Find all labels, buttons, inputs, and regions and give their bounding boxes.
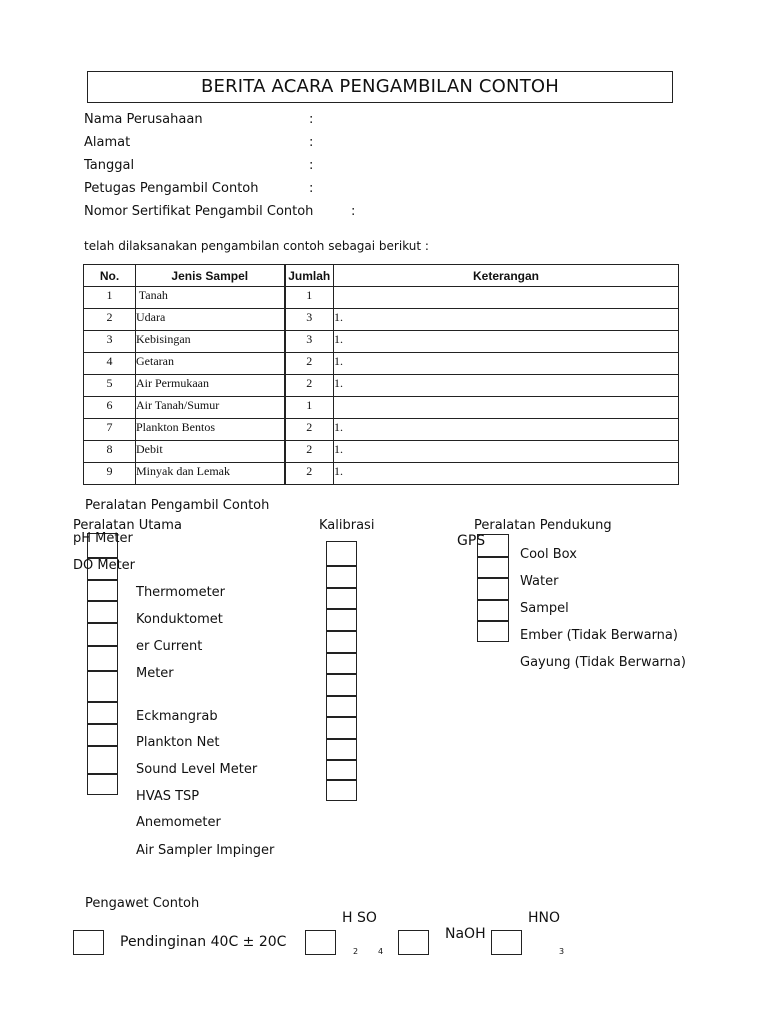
kalibrasi-checkbox[interactable] [326,541,357,566]
field-label-alamat: Alamat [84,135,131,150]
cell-keterangan[interactable]: 1. [334,331,679,353]
equipment-label-ph-meter: pH Meter [73,531,133,546]
hno3-subscript-3: 3 [559,947,565,956]
kalibrasi-checkbox[interactable] [326,609,357,631]
equipment-label-cool-box: Cool Box [520,547,577,562]
table-row [84,353,679,375]
kalibrasi-heading: Kalibrasi [319,518,375,533]
table-row [84,397,679,419]
intro-text: telah dilaksanakan pengambilan contoh sebagai berikut : [84,239,429,253]
kalibrasi-checkbox[interactable] [326,739,357,760]
cell-jumlah: 2 [285,441,334,463]
utama-checkbox[interactable] [87,601,118,623]
kalibrasi-checkbox[interactable] [326,696,357,717]
header-jumlah: Jumlah [285,265,334,287]
cell-jumlah: 3 [285,331,334,353]
cooling-label: Pendinginan 40C ± 20C [120,934,287,950]
pendukung-checkbox[interactable] [477,578,509,600]
header-no: No. [84,265,136,287]
field-label-tanggal: Tanggal [84,158,135,173]
document-title: BERITA ACARA PENGAMBILAN CONTOH [87,71,673,103]
equipment-label-gayung: Gayung (Tidak Berwarna) [520,655,686,670]
header-keterangan: Keterangan [334,265,679,287]
cooling-checkbox[interactable] [73,930,104,955]
equipment-label-meter: Meter [136,666,174,681]
field-label-petugas: Petugas Pengambil Contoh [84,181,259,196]
naoh-checkbox[interactable] [398,930,429,955]
table-row [84,287,679,309]
utama-checkbox[interactable] [87,623,118,646]
samples-table [83,264,679,485]
field-colon: : [309,112,314,127]
table-header-row [84,265,679,287]
cell-jenis: Plankton Bentos [136,419,285,441]
cell-jenis: Udara [136,309,285,331]
equipment-label-gps: GPS [457,533,486,549]
cell-jenis: Minyak dan Lemak [136,463,285,485]
table-row [84,309,679,331]
table-row [84,375,679,397]
pendukung-checkbox[interactable] [477,621,509,642]
cell-jumlah: 1 [285,287,334,309]
cell-no: 6 [84,397,136,419]
pendukung-checkbox[interactable] [477,600,509,621]
cell-keterangan[interactable]: 1. [334,463,679,485]
equipment-label-sound-level-meter: Sound Level Meter [136,762,258,777]
cell-keterangan[interactable]: 1. [334,419,679,441]
field-colon: : [309,181,314,196]
table-row [84,331,679,353]
cell-jumlah: 2 [285,375,334,397]
equipment-label-current: er Current [136,639,203,654]
kalibrasi-checkbox[interactable] [326,588,357,609]
h2so4-label: H SO [342,910,377,926]
equipment-label-air-sampler-impinger: Air Sampler Impinger [136,843,275,858]
equipment-label-plankton-net: Plankton Net [136,735,220,750]
h2so4-subscript-2: 2 [353,947,359,956]
field-label-nama-perusahaan: Nama Perusahaan [84,112,203,127]
kalibrasi-checkbox[interactable] [326,717,357,739]
kalibrasi-checkbox[interactable] [326,653,357,674]
cell-no: 1 [84,287,136,309]
utama-checkbox[interactable] [87,746,118,774]
equipment-label-hvas-tsp: HVAS TSP [136,789,200,804]
cell-jumlah: 2 [285,353,334,375]
kalibrasi-checkbox[interactable] [326,760,357,780]
field-colon: : [309,158,314,173]
kalibrasi-checkbox[interactable] [326,631,357,653]
utama-checkbox[interactable] [87,774,118,795]
equipment-label-eckmangrab: Eckmangrab [136,709,218,724]
utama-checkbox[interactable] [87,646,118,671]
utama-checkbox[interactable] [87,671,118,702]
equipment-section-title: Peralatan Pengambil Contoh [85,498,270,513]
pendukung-checkbox[interactable] [477,557,509,578]
cell-jumlah: 2 [285,419,334,441]
equipment-label-konduktometer: Konduktomet [136,612,223,627]
cell-no: 7 [84,419,136,441]
equipment-label-ember: Ember (Tidak Berwarna) [520,628,678,643]
pendukung-heading: Peralatan Pendukung [474,518,612,533]
equipment-label-thermometer: Thermometer [136,585,226,600]
equipment-label-sampel: Sampel [520,601,569,616]
cell-jenis: Getaran [136,353,285,375]
kalibrasi-checkbox[interactable] [326,674,357,696]
cell-keterangan[interactable]: 1. [334,309,679,331]
cell-jumlah: 1 [285,397,334,419]
utama-heading: Peralatan Utama [73,518,182,533]
kalibrasi-checkbox[interactable] [326,566,357,588]
cell-keterangan[interactable] [334,287,679,309]
field-label-nomor-sertifikat: Nomor Sertifikat Pengambil Contoh [84,204,314,219]
cell-no: 8 [84,441,136,463]
field-colon: : [309,135,314,150]
cell-no: 9 [84,463,136,485]
cell-jumlah: 3 [285,309,334,331]
cell-keterangan[interactable]: 1. [334,375,679,397]
header-jenis-sampel: Jenis Sampel [136,265,285,287]
cell-no: 2 [84,309,136,331]
cell-keterangan[interactable]: 1. [334,441,679,463]
cell-keterangan[interactable] [334,397,679,419]
preservation-title: Pengawet Contoh [85,896,200,911]
equipment-label-anemometer: Anemometer [136,815,221,830]
cell-jenis: Kebisingan [136,331,285,353]
utama-checkbox[interactable] [87,724,118,746]
cell-jenis: Tanah [136,287,285,309]
cell-jenis: Air Permukaan [136,375,285,397]
cell-no: 3 [84,331,136,353]
equipment-label-do-meter: DO Meter [73,558,136,573]
cell-jenis: Debit [136,441,285,463]
table-row [84,419,679,441]
cell-jumlah: 2 [285,463,334,485]
naoh-label: NaOH [445,926,486,942]
utama-checkbox[interactable] [87,580,118,601]
cell-no: 5 [84,375,136,397]
h2so4-subscript-4: 4 [378,947,384,956]
utama-checkbox[interactable] [87,702,118,724]
equipment-label-water: Water [520,574,559,589]
field-colon: : [351,204,356,219]
hno3-checkbox[interactable] [491,930,522,955]
cell-no: 4 [84,353,136,375]
cell-keterangan[interactable]: 1. [334,353,679,375]
kalibrasi-checkbox[interactable] [326,780,357,801]
h2so4-checkbox[interactable] [305,930,336,955]
table-row [84,441,679,463]
hno3-label: HNO [528,910,561,926]
table-row [84,463,679,485]
cell-jenis: Air Tanah/Sumur [136,397,285,419]
